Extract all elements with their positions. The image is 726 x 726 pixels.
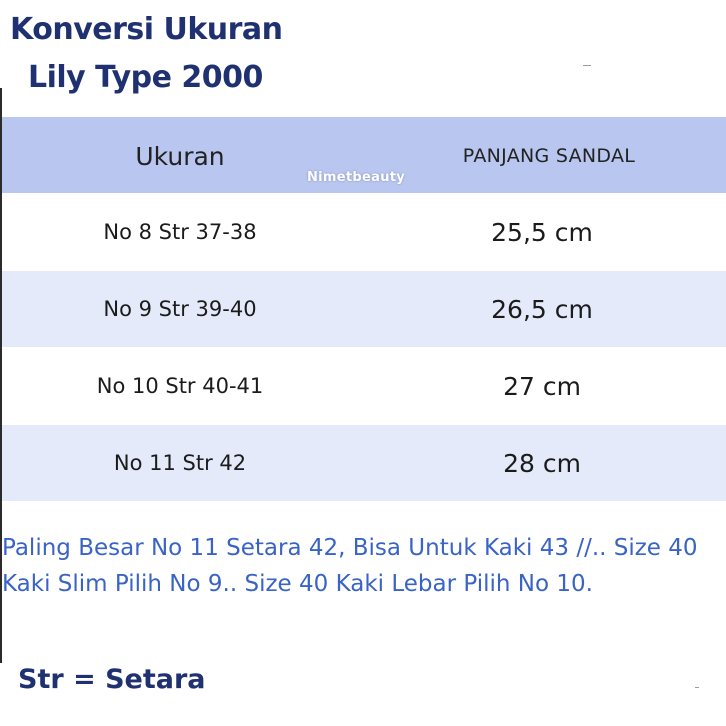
table-row (2, 271, 726, 348)
length-cell: 26,5 cm (491, 294, 593, 324)
table-row (2, 348, 726, 425)
speck-mark (695, 687, 699, 688)
abbreviation-legend: Str = Setara (18, 664, 206, 695)
page-title (10, 6, 283, 102)
table-row (2, 425, 726, 502)
length-cell: 27 cm (503, 371, 581, 401)
title-line-2: Lily Type 2000 (28, 60, 263, 95)
header-size: Ukuran (135, 141, 225, 171)
title-line-1: Konversi Ukuran (10, 12, 283, 47)
header-length: PANJANG SANDAL (462, 145, 636, 167)
size-cell: No 11 Str 42 (113, 451, 247, 475)
size-note: Paling Besar No 11 Setara 42, Bisa Untuk Kaki 43 //.. Size 40 Kaki Slim Pilih No 9.. Size 40 Kaki Lebar Pilih No 10. (2, 535, 698, 597)
watermark: Nimetbeauty (307, 170, 406, 185)
size-cell: No 9 Str 39-40 (103, 297, 257, 321)
length-cell: 25,5 cm (491, 217, 593, 247)
length-cell: 28 cm (503, 448, 581, 478)
size-cell: No 8 Str 37-38 (103, 220, 257, 244)
speck-mark (583, 65, 591, 66)
table-row (2, 194, 726, 271)
size-cell: No 10 Str 40-41 (96, 374, 264, 398)
